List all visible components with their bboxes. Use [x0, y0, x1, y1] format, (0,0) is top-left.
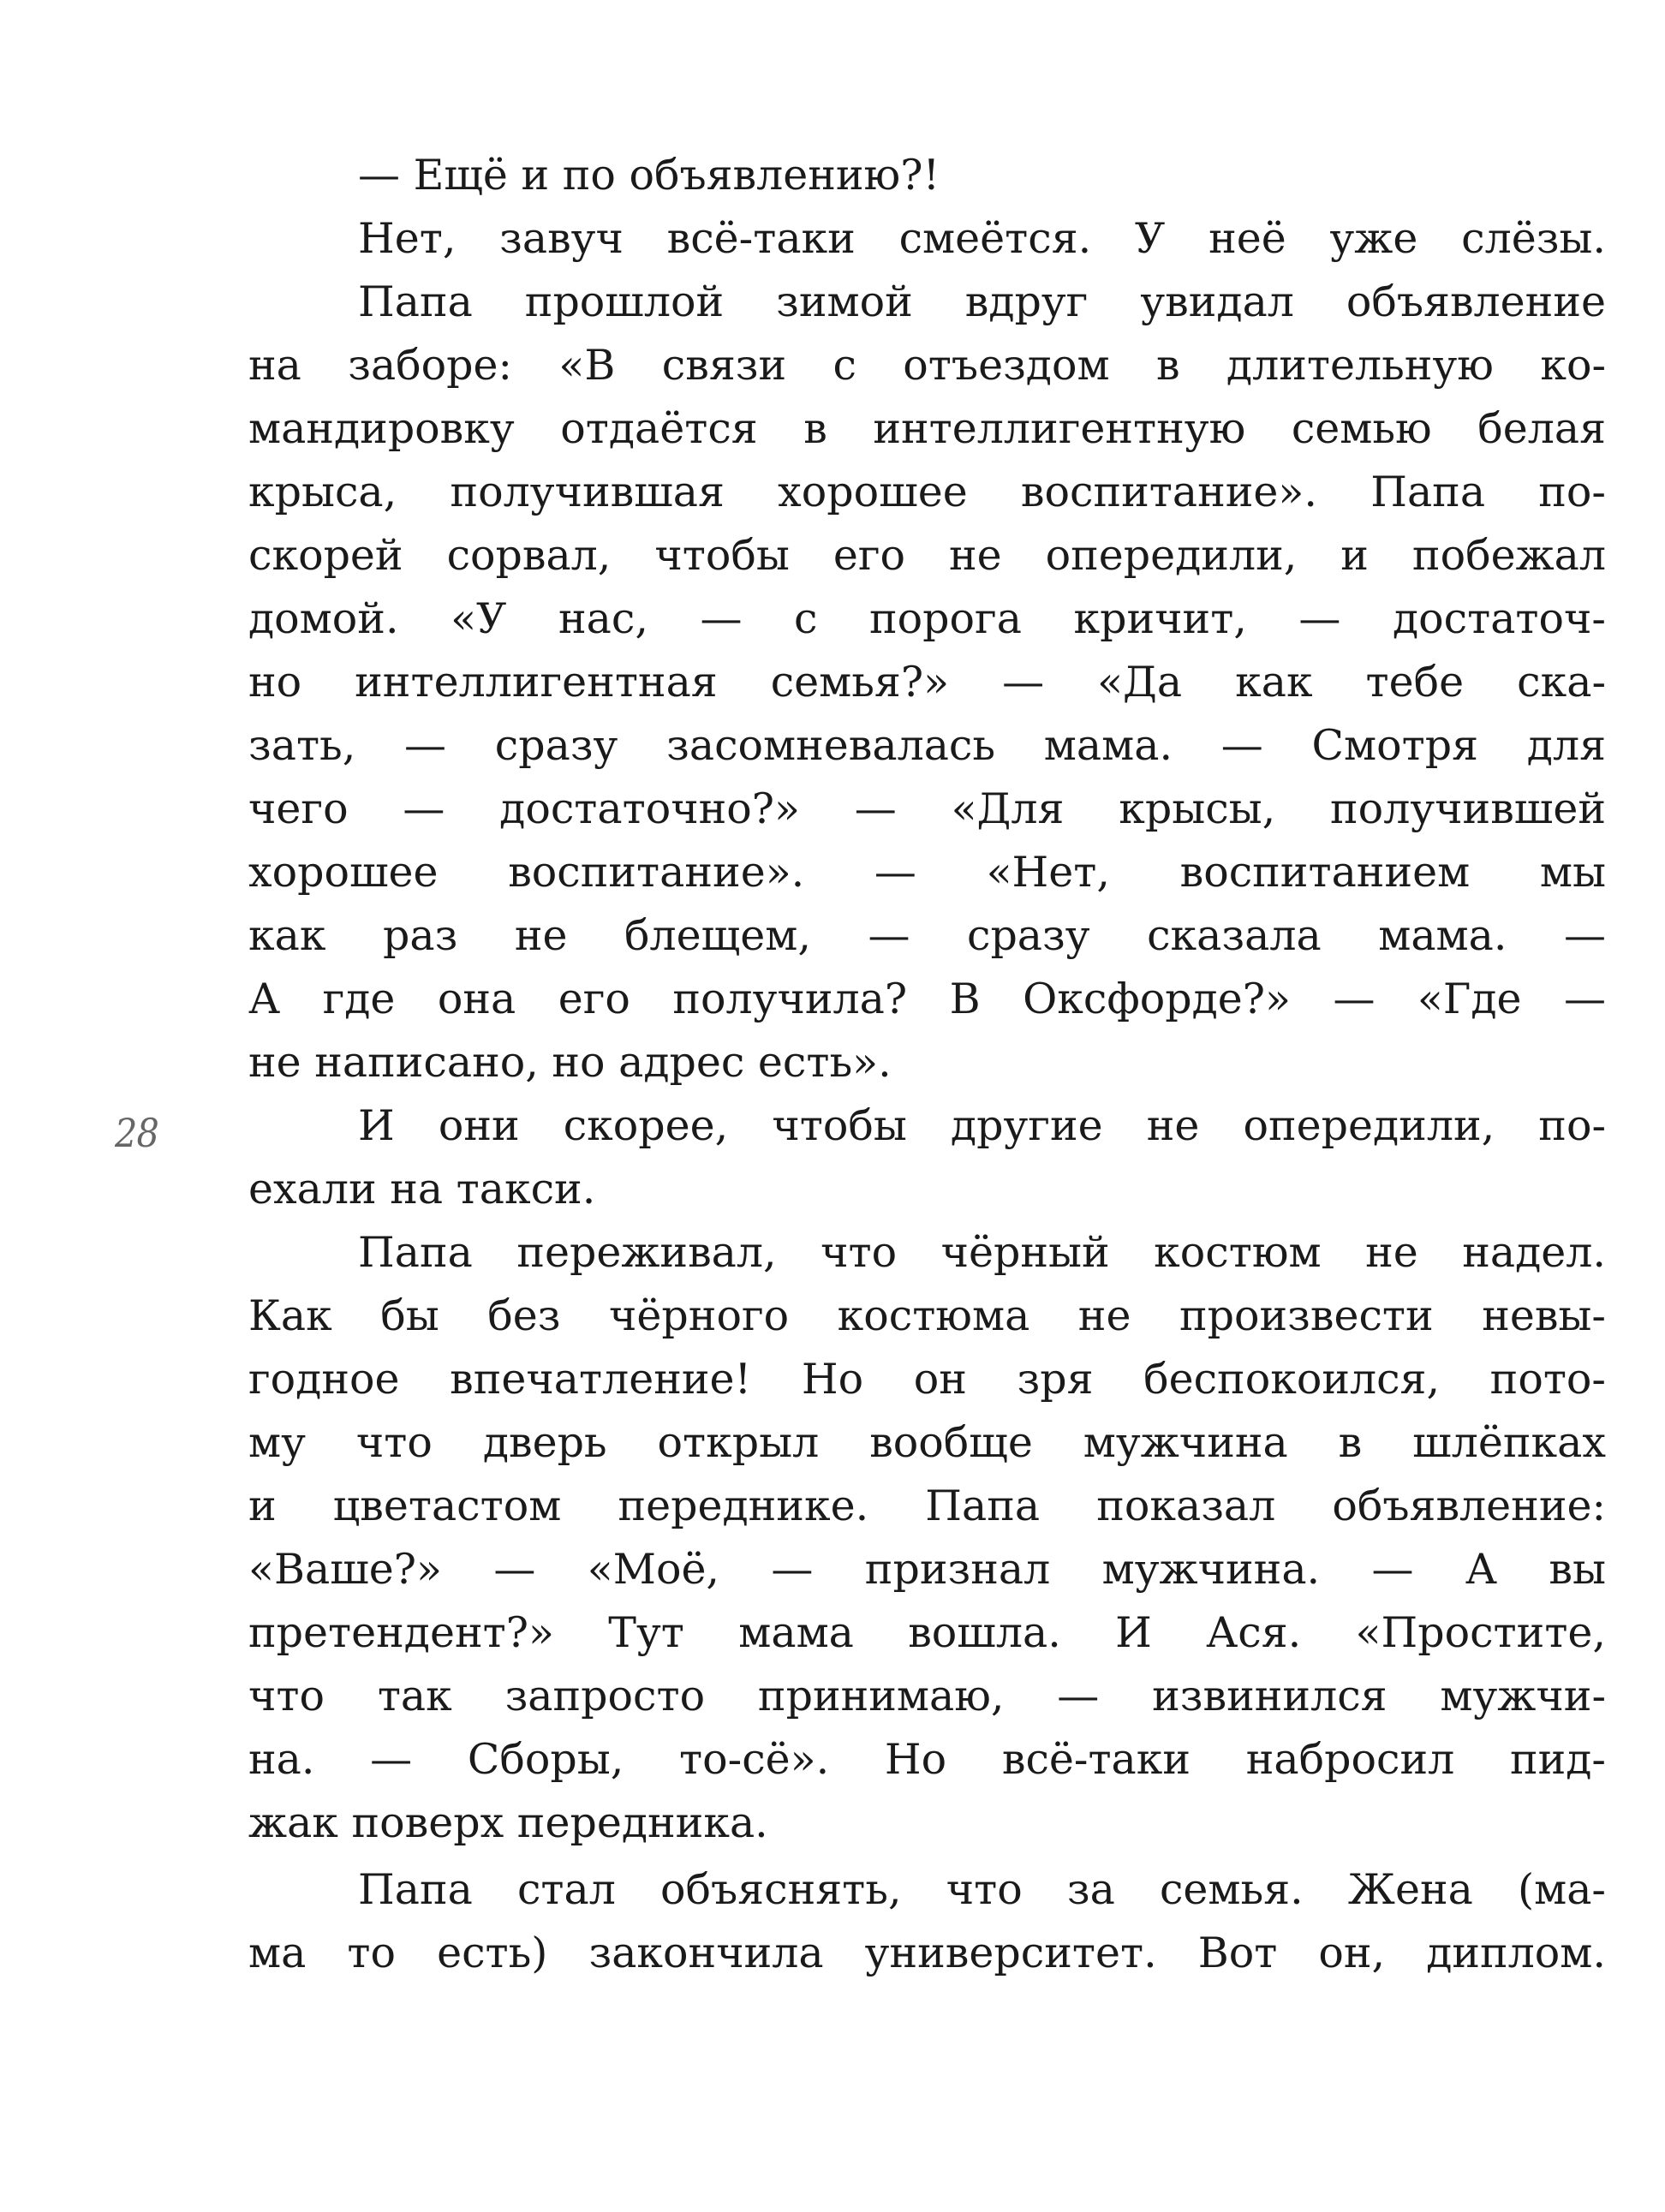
text-line: «Ваше?» — «Моё, — признал мужчина. — А вы [248, 1545, 1606, 1594]
text-line: Как бы без чёрного костюма не произвести невы- [248, 1291, 1606, 1340]
text-line: но интеллигентная семья?» — «Да как тебе ска- [248, 658, 1606, 707]
text-line: на заборе: «В связи с отъездом в длительную ко- [248, 341, 1606, 390]
text-line: му что дверь открыл вообще мужчина в шлёпках [248, 1418, 1606, 1467]
text-line: скорей сорвал, чтобы его не опередили, и побежал [248, 531, 1606, 580]
text-line: не написано, но адрес есть». [248, 1038, 892, 1087]
text-line: хорошее воспитание». — «Нет, воспитанием мы [248, 848, 1606, 897]
text-line: что так запросто принимаю, — извинился мужчи- [248, 1672, 1606, 1720]
text-line: Нет, завуч всё-таки смеётся. У неё уже слёзы. [358, 214, 1606, 263]
text-line: домой. «У нас, — с порога кричит, — достаточ- [248, 594, 1606, 643]
text-line: и цветастом переднике. Папа показал объявление: [248, 1482, 1606, 1530]
text-line: на. — Сборы, то-сё». Но всё-таки набросил пид- [248, 1735, 1606, 1784]
text-line: крыса, получившая хорошее воспитание». Папа по- [248, 468, 1606, 516]
text-line: А где она его получила? В Оксфорде?» — «Где — [248, 975, 1606, 1023]
text-line: чего — достаточно?» — «Для крысы, получившей [248, 784, 1606, 833]
text-line: годное впечатление! Но он зря беспокоился, пото- [248, 1355, 1606, 1404]
text-line: претендент?» Тут мама вошла. И Ася. «Простите, [248, 1608, 1606, 1657]
text-line: Папа переживал, что чёрный костюм не надел. [358, 1228, 1606, 1277]
text-line: ехали на такси. [248, 1165, 596, 1213]
text-line: жак поверх передника. [248, 1798, 768, 1847]
text-line: мандировку отдаётся в интеллигентную семью белая [248, 404, 1606, 453]
text-line: ма то есть) закончила университет. Вот он, диплом. [248, 1929, 1606, 1977]
page-number: 28 [115, 1110, 158, 1156]
text-line: Папа стал объяснять, что за семья. Жена (ма- [358, 1865, 1606, 1914]
text-line: зать, — сразу засомневалась мама. — Смотря для [248, 721, 1606, 770]
text-line: Папа прошлой зимой вдруг увидал объявление [358, 277, 1606, 326]
text-line: И они скорее, чтобы другие не опередили, по- [358, 1101, 1606, 1150]
text-line: — Ещё и по объявлению?! [358, 151, 940, 200]
text-line: как раз не блещем, — сразу сказала мама. — [248, 911, 1606, 960]
body-text [248, 144, 1606, 1985]
